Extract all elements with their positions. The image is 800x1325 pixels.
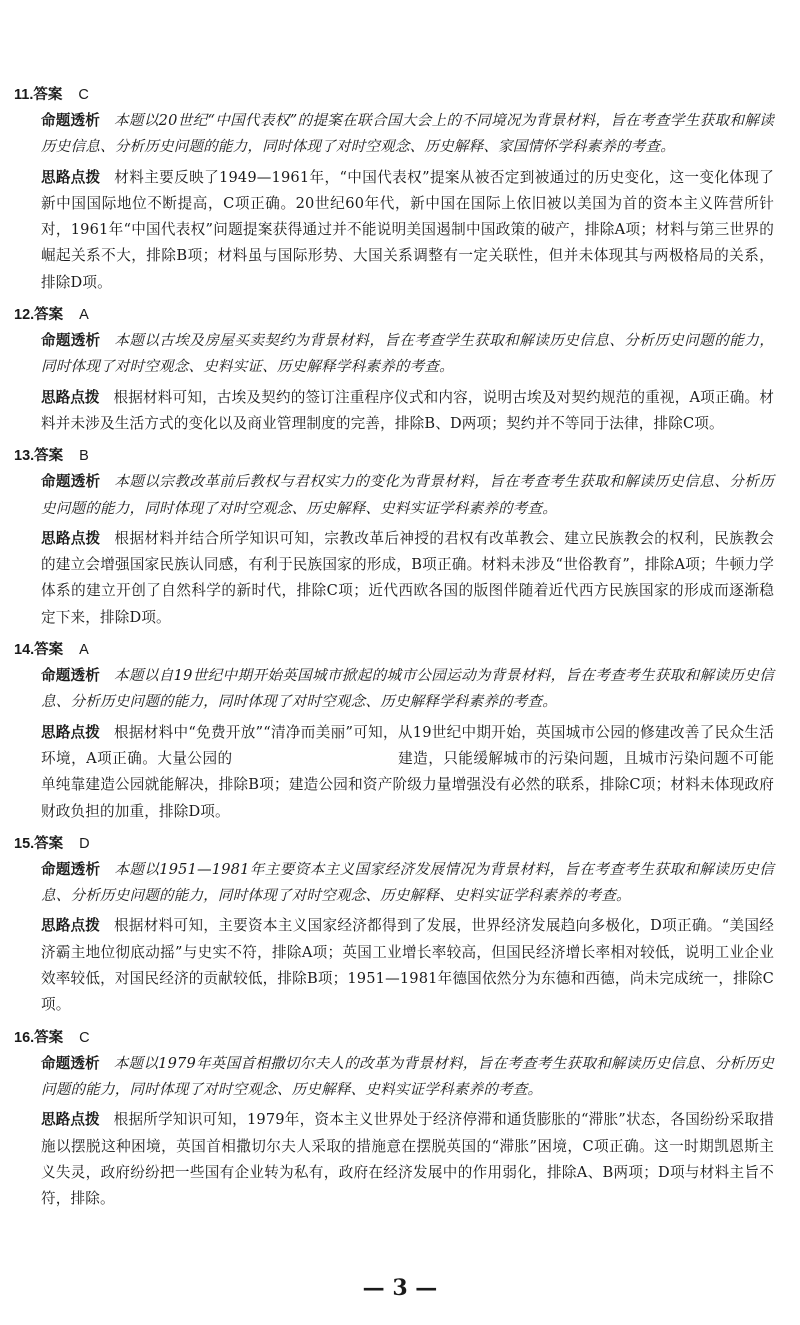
- analysis-label: 思路点拨: [41, 917, 100, 935]
- analysis-text: 根据材料可知，古埃及契约的签订注重程序仪式和内容，说明古埃及对契约规范的重视，A项正确。材料并未涉及生活方式的变化以及商业管理制度的完善，排除B、D两项；契约并不等同于法律，排除C项。: [41, 388, 774, 432]
- question-block-16: [14, 1025, 774, 1213]
- question-block-13: [14, 443, 774, 631]
- question-header: [14, 82, 774, 108]
- question-block-14: [14, 637, 774, 825]
- answer-value: C: [78, 87, 89, 103]
- question-number: 16.: [14, 1029, 35, 1046]
- question-header: [14, 831, 774, 857]
- intent-text: 本题以自19世纪中期开始英国城市掀起的城市公园运动为背景材料，旨在考查考生获取和解读历史信息、分析历史问题的能力，同时体现了对时空观念、历史解释学科素养的考查。: [41, 667, 774, 711]
- answer-value: A: [79, 307, 89, 324]
- question-header: [14, 637, 774, 663]
- intent-paragraph: [41, 1051, 774, 1104]
- intent-text: 本题以1979年英国首相撒切尔夫人的改革为背景材料，旨在考查考生获取和解读历史信息、分析历史问题的能力，同时体现了对时空观念、历史解释、史料实证学科素养的考查。: [41, 1054, 774, 1098]
- analysis-text: 根据材料中“免费开放”“清净而美丽”可知，从19世纪中期开始，英国城市公园的修建改善了民众生活环境，A项正确。大量公园的 建造，只能缓解城市的污染问题，且城市污染问题不可能单纯靠建造公园就能解决，排除B项；建造公园和资产阶级力量增强没有必然的联系，排除C项；材料未体现政府财政负担的加重，排除D项。: [41, 723, 774, 820]
- answer-label: 答案: [34, 307, 64, 324]
- answer-value: A: [79, 642, 89, 659]
- analysis-paragraph: [41, 913, 774, 1018]
- analysis-label: 思路点拨: [41, 388, 100, 406]
- intent-text: 本题以古埃及房屋买卖契约为背景材料，旨在考查学生获取和解读历史信息、分析历史问题的能力，同时体现了对时空观念、史料实证、历史解释学科素养的考查。: [41, 332, 774, 376]
- analysis-label: 思路点拨: [41, 529, 101, 547]
- answer-label: 答案: [34, 835, 64, 852]
- answer-label: 答案: [33, 87, 63, 103]
- question-number: 14.: [14, 642, 35, 659]
- question-number: 13.: [14, 448, 35, 465]
- answer-label: 答案: [34, 642, 64, 659]
- intent-text: 本题以20世纪“中国代表权”的提案在联合国大会上的不同境况为背景材料，旨在考查学生获取和解读历史信息、分析历史问题的能力，同时体现了对时空观念、历史解释、家国情怀学科素养的考查。: [41, 112, 774, 156]
- intent-label: 命题透析: [41, 1054, 100, 1072]
- intent-text: 本题以1951—1981年主要资本主义国家经济发展情况为背景材料，旨在考查考生获取和解读历史信息、分析历史问题的能力，同时体现了对时空观念、历史解释、史料实证学科素养的考查。: [41, 860, 774, 905]
- answer-value: B: [79, 448, 89, 465]
- intent-paragraph: [41, 469, 774, 522]
- question-number: 15.: [14, 835, 35, 852]
- question-number: 11.: [14, 87, 34, 103]
- question-number: 12.: [14, 307, 35, 324]
- question-header: [14, 443, 774, 469]
- answer-value: C: [79, 1029, 90, 1046]
- intent-paragraph: [41, 108, 774, 161]
- intent-paragraph: [41, 857, 774, 910]
- analysis-paragraph: [41, 385, 774, 438]
- answer-label: 答案: [34, 448, 64, 465]
- intent-label: 命题透析: [41, 112, 100, 129]
- analysis-paragraph: [41, 720, 774, 825]
- page-number: — 3 —: [362, 1275, 438, 1301]
- intent-label: 命题透析: [41, 667, 101, 685]
- question-block-11: [14, 82, 774, 296]
- question-block-12: [14, 302, 774, 437]
- intent-paragraph: [41, 663, 774, 716]
- question-header: [14, 1025, 774, 1051]
- analysis-paragraph: [41, 165, 774, 296]
- analysis-paragraph: [41, 1107, 774, 1212]
- answer-value: D: [79, 835, 90, 852]
- intent-label: 命题透析: [41, 473, 101, 491]
- intent-paragraph: [41, 328, 774, 381]
- intent-label: 命题透析: [41, 332, 101, 350]
- analysis-paragraph: [41, 526, 774, 631]
- question-header: [14, 302, 774, 328]
- analysis-label: 思路点拨: [41, 1111, 100, 1129]
- question-block-15: [14, 831, 774, 1019]
- analysis-text: 根据所学知识可知，1979年，资本主义世界处于经济停滞和通货膨胀的“滞胀”状态，各国纷纷采取措施以摆脱这种困境，英国首相撒切尔夫人采取的措施意在摆脱英国的“滞胀”困境，C项正确。这一时期凯恩斯主义失灵，政府纷纷把一些国有企业转为私有，政府在经济发展中的作用弱化，排除A、B两项；D项与材料主旨不符，排除。: [41, 1111, 774, 1208]
- analysis-text: 根据材料可知，主要资本主义国家经济都得到了发展，世界经济发展趋向多极化，D项正确。“美国经济霸主地位彻底动摇”与史实不符，排除A项；英国工业增长率较高，但国民经济增长率相对较低，说明工业企业效率较低，对国民经济的贡献较低，排除B项；1951—1981年德国依然分为东德和西德，尚未完成统一，排除C项。: [41, 917, 774, 1014]
- analysis-text: 根据材料并结合所学知识可知，宗教改革后神授的君权有改革教会、建立民族教会的权利，民族教会的建立会增强国家民族认同感，有利于民族国家的形成，B项正确。材料未涉及“世俗教育”，排除A项；牛顿力学体系的建立开创了自然科学的新时代，排除C项；近代西欧各国的版图伴随着近代西方民族国家的形成而逐渐稳定下来，排除D项。: [41, 529, 774, 626]
- intent-label: 命题透析: [41, 860, 101, 878]
- answer-list: [14, 82, 774, 1218]
- intent-text: 本题以宗教改革前后教权与君权实力的变化为背景材料，旨在考查考生获取和解读历史信息、分析历史问题的能力，同时体现了对时空观念、历史解释、史料实证学科素养的考查。: [41, 473, 774, 517]
- analysis-label: 思路点拨: [41, 168, 101, 186]
- analysis-label: 思路点拨: [41, 723, 100, 741]
- analysis-text: 材料主要反映了1949—1961年，“中国代表权”提案从被否定到被通过的历史变化，这一变化体现了新中国国际地位不断提高，C项正确。20世纪60年代，新中国在国际上依旧被以美国为首的资本主义阵营所针对，1961年“中国代表权”问题提案获得通过并不能说明美国遏制中国政策的破产，排除A项；材料与第三世界的崛起关系不大，排除B项；材料虽与国际形势、大国关系调整有一定关联性，但并未体现其与两极格局的关系，排除D项。: [41, 168, 774, 291]
- answer-label: 答案: [34, 1029, 64, 1046]
